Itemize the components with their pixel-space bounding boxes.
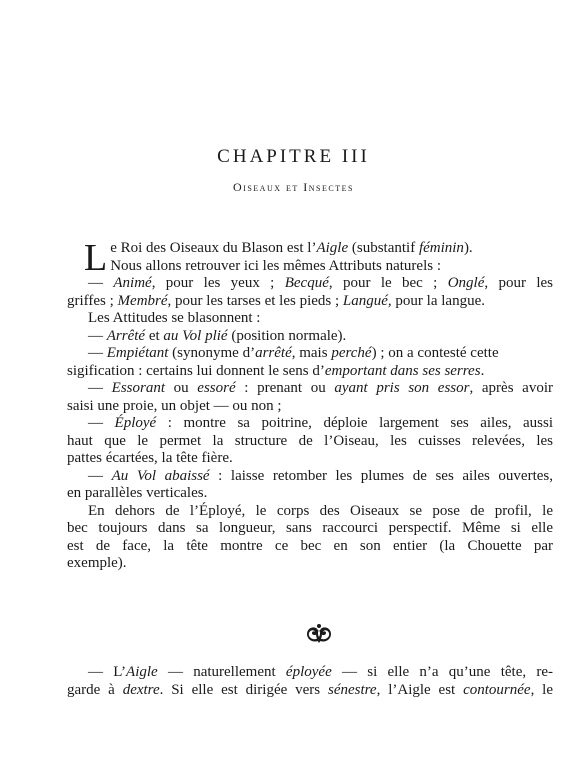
text-line: En dehors de l’Éployé, le corps des Oiseaux se pose de profil, le bbox=[88, 502, 553, 519]
text-line: — Arrêté et au Vol plié (position normale). bbox=[88, 327, 347, 344]
text-line: Les Attitudes se blasonnent : bbox=[88, 310, 261, 326]
fleuron-ornament-icon bbox=[301, 622, 337, 644]
text-line: — Essorant ou essoré : prenant ou ayant pris son essor, après avoir bbox=[88, 380, 553, 396]
text-line: Nous allons retrouver ici les mêmes Attributs naturels : bbox=[110, 257, 441, 274]
text-line: en parallèles verticales. bbox=[67, 485, 208, 501]
text-line: griffes ; Membré, pour les tarses et les pieds ; Langué, pour la langue. bbox=[67, 292, 485, 309]
chapter-subtitle: Oiseaux et Insectes bbox=[233, 180, 354, 194]
text-line: saisi une proie, un objet — ou non ; bbox=[67, 397, 282, 414]
text-line: est de face, la tête montre ce bec en son entier (la Chouette par bbox=[67, 537, 553, 554]
text-line: — Empiétant (synonyme d’arrêté, mais perché) ; on a contesté cette bbox=[88, 345, 499, 361]
text-line: — Éployé : montre sa poitrine, déploie largement ses ailes, aussi bbox=[88, 415, 554, 431]
text-line: — Animé, pour les yeux ; Becqué, pour le bec ; Onglé, pour les bbox=[88, 275, 553, 291]
text-line: — Au Vol abaissé : laisse retomber les plumes de ses ailes ouvertes, bbox=[88, 467, 554, 484]
bottom-text bbox=[67, 664, 554, 699]
text-line: bec toujours dans sa longueur, sans raccourci perspectif. Même si elle bbox=[67, 520, 553, 536]
chapter-title: CHAPITRE III bbox=[217, 146, 370, 167]
text-line: e Roi des Oiseaux du Blason est l’Aigle (substantif féminin). bbox=[110, 240, 473, 256]
text-line: garde à dextre. Si elle est dirigée vers sénestre, l’Aigle est contournée, le bbox=[67, 681, 553, 698]
text-line: pattes écartées, la tête fière. bbox=[67, 450, 233, 466]
text-line: haut que le permet la structure de l’Oiseau, les cuisses relevées, les bbox=[67, 432, 553, 449]
body-text bbox=[67, 237, 554, 573]
text-line: — L’Aigle — naturellement éployée — si elle n’a qu’une tête, re- bbox=[88, 664, 554, 680]
drop-cap: L bbox=[84, 237, 108, 279]
paragraph-intro bbox=[84, 237, 553, 279]
text-line: exemple). bbox=[67, 555, 127, 571]
text-line: sigification : certains lui donnent le sens d’emportant dans ses serres. bbox=[67, 362, 485, 379]
